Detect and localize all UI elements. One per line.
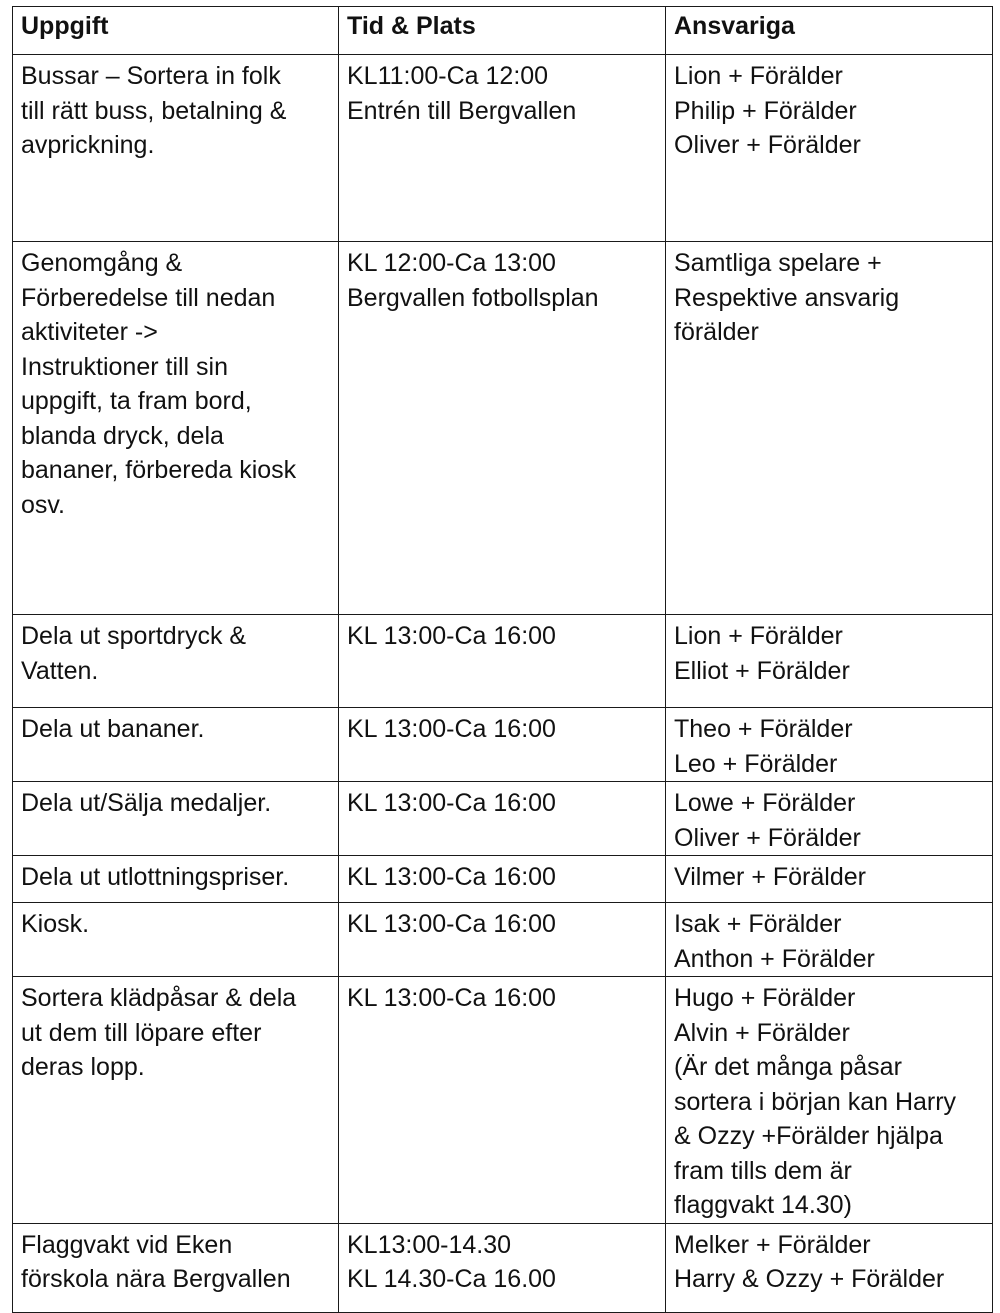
- task-line: förskola nära Bergvallen: [21, 1265, 291, 1293]
- responsible-line: Harry & Ozzy + Förälder: [674, 1265, 945, 1293]
- header-row: [13, 7, 993, 55]
- task-line: deras lopp.: [21, 1053, 145, 1081]
- responsible-line: Lion + Förälder: [674, 62, 843, 90]
- schedule-table: [12, 6, 993, 1313]
- time-place-cell: [339, 55, 666, 242]
- responsible-line: Isak + Förälder: [674, 910, 842, 938]
- time-place-line: KL 13:00-Ca 16:00: [347, 789, 556, 817]
- time-place-cell: [339, 782, 666, 856]
- responsible-cell: [666, 856, 993, 903]
- responsible-line: Samtliga spelare +: [674, 249, 882, 277]
- time-place-line: KL 12:00-Ca 13:00: [347, 249, 556, 277]
- task-line: Instruktioner till sin: [21, 352, 229, 381]
- task-cell: [13, 856, 339, 903]
- table-row: [13, 615, 993, 708]
- table-row: [13, 782, 993, 856]
- task-cell: [13, 55, 339, 242]
- responsible-line: Elliot + Förälder: [674, 656, 850, 685]
- time-place-cell: [339, 615, 666, 708]
- responsible-cell: [666, 242, 993, 615]
- responsible-line: förälder: [674, 318, 759, 346]
- time-place-cell: [339, 1223, 666, 1312]
- time-place-line: Entrén till Bergvallen: [347, 96, 577, 125]
- time-place-line: KL 13:00-Ca 16:00: [347, 622, 556, 650]
- responsible-line: Leo + Förälder: [674, 749, 838, 778]
- time-place-line: KL 14.30-Ca 16.00: [347, 1265, 556, 1293]
- task-cell: [13, 977, 339, 1224]
- task-line: avprickning.: [21, 131, 155, 159]
- task-line: till rätt buss, betalning &: [21, 96, 287, 125]
- task-cell: [13, 1223, 339, 1312]
- task-cell: [13, 903, 339, 977]
- time-place-line: KL 13:00-Ca 16:00: [347, 984, 556, 1012]
- task-line: Sortera klädpåsar & dela: [21, 984, 297, 1012]
- table-row: [13, 242, 993, 615]
- time-place-cell: [339, 903, 666, 977]
- responsible-line: fram tills dem är: [674, 1156, 852, 1185]
- task-cell: [13, 615, 339, 708]
- responsible-cell: [666, 782, 993, 856]
- task-cell: [13, 708, 339, 782]
- time-place-cell: [339, 708, 666, 782]
- time-place-line: KL 13:00-Ca 16:00: [347, 715, 556, 743]
- header-time-place: Tid & Plats: [339, 7, 666, 55]
- task-line: Genomgång &: [21, 249, 183, 277]
- responsible-line: sortera i början kan Harry: [674, 1087, 957, 1116]
- responsible-cell: [666, 708, 993, 782]
- responsible-line: flaggvakt 14.30): [674, 1191, 852, 1219]
- task-line: blanda dryck, dela: [21, 421, 224, 450]
- task-line: Vatten.: [21, 656, 99, 685]
- time-place-line: KL13:00-14.30: [347, 1230, 512, 1259]
- time-place-line: KL 13:00-Ca 16:00: [347, 863, 556, 891]
- task-line: aktiviteter ->: [21, 318, 158, 346]
- table-row: [13, 55, 993, 242]
- responsible-line: Melker + Förälder: [674, 1230, 871, 1259]
- responsible-line: Vilmer + Förälder: [674, 863, 866, 891]
- responsible-cell: [666, 977, 993, 1224]
- time-place-cell: [339, 242, 666, 615]
- responsible-cell: [666, 55, 993, 242]
- task-line: bananer, förbereda kiosk: [21, 456, 297, 484]
- time-place-line: KL 13:00-Ca 16:00: [347, 910, 556, 938]
- task-line: uppgift, ta fram bord,: [21, 387, 252, 415]
- time-place-line: Bergvallen fotbollsplan: [347, 283, 599, 312]
- table-row: [13, 708, 993, 782]
- task-line: Flaggvakt vid Eken: [21, 1230, 233, 1259]
- responsible-cell: [666, 1223, 993, 1312]
- table-row: [13, 1223, 993, 1312]
- responsible-line: Philip + Förälder: [674, 96, 857, 125]
- responsible-cell: [666, 903, 993, 977]
- time-place-cell: [339, 856, 666, 903]
- header-responsible: Ansvariga: [666, 7, 993, 55]
- task-line: Dela ut sportdryck &: [21, 622, 247, 650]
- task-line: Dela ut/Sälja medaljer.: [21, 789, 272, 817]
- task-line: Kiosk.: [21, 910, 90, 938]
- task-line: Bussar – Sortera in folk: [21, 62, 281, 90]
- task-line: Dela ut utlottningspriser.: [21, 863, 290, 891]
- time-place-cell: [339, 977, 666, 1224]
- responsible-line: Alvin + Förälder: [674, 1018, 850, 1047]
- table-row: [13, 856, 993, 903]
- responsible-cell: [666, 615, 993, 708]
- task-line: ut dem till löpare efter: [21, 1018, 262, 1047]
- time-place-line: KL11:00-Ca 12:00: [347, 62, 549, 90]
- responsible-line: Anthon + Förälder: [674, 944, 875, 973]
- responsible-line: Hugo + Förälder: [674, 984, 856, 1012]
- task-line: Dela ut bananer.: [21, 715, 205, 743]
- responsible-line: Lion + Förälder: [674, 622, 843, 650]
- table-row: [13, 903, 993, 977]
- task-cell: [13, 782, 339, 856]
- responsible-line: Theo + Förälder: [674, 715, 853, 743]
- responsible-line: Oliver + Förälder: [674, 823, 861, 852]
- responsible-line: (Är det många påsar: [674, 1053, 902, 1081]
- task-cell: [13, 242, 339, 615]
- task-line: Förberedelse till nedan: [21, 283, 276, 312]
- task-line: osv.: [21, 490, 65, 519]
- responsible-line: & Ozzy +Förälder hjälpa: [674, 1122, 943, 1150]
- responsible-line: Oliver + Förälder: [674, 131, 861, 159]
- table-row: [13, 977, 993, 1224]
- responsible-line: Lowe + Förälder: [674, 789, 856, 817]
- responsible-line: Respektive ansvarig: [674, 283, 900, 312]
- header-task: Uppgift: [13, 7, 339, 55]
